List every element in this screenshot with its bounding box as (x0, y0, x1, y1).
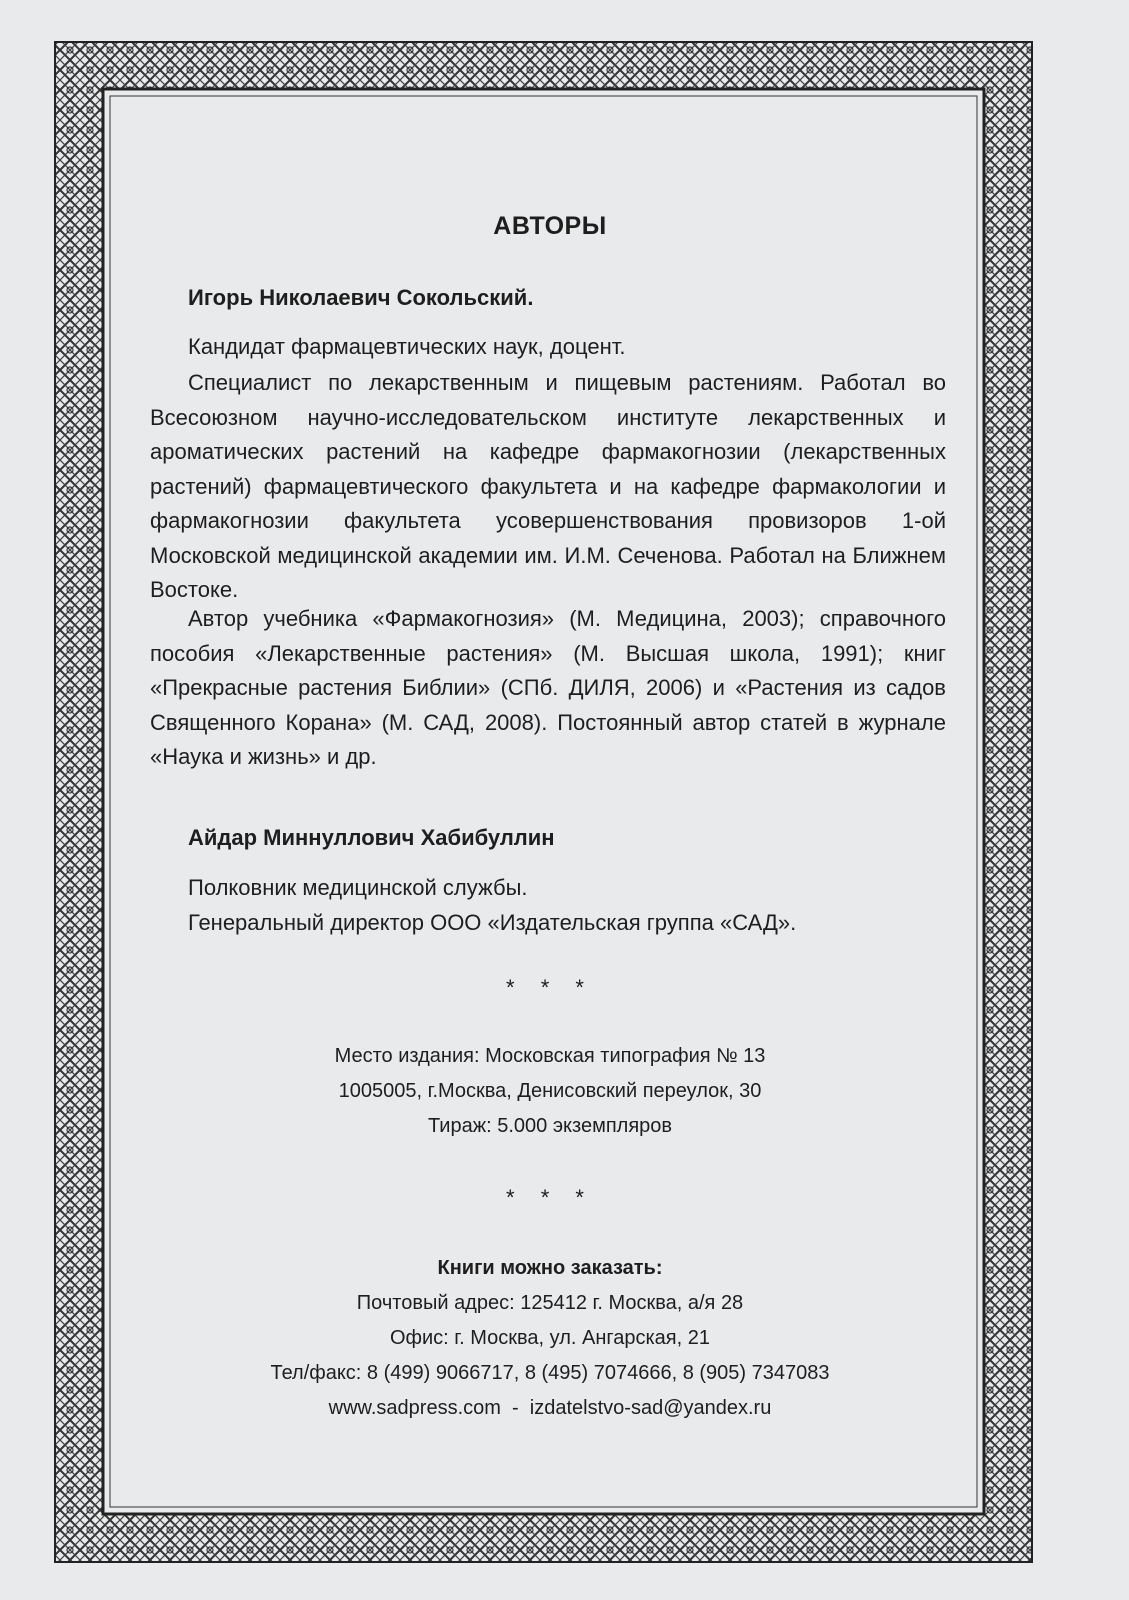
author-1-works: Автор учебника «Фармакогнозия» (М. Медицина, 2003); справочного пособия «Лекарственные растения» (М. Высшая школа, 1991); книг «Прекрасные растения Библии» (СПб. ДИЛЯ, 2006) и «Растения из садов Священного Корана» (М. САД, 2008). Постоянный автор статей в журнале «Наука и жизнь» и др. (150, 606, 946, 769)
orders-phones: Тел/факс: 8 (499) 9066717, 8 (495) 7074666, 8 (905) 7347083 (270, 1362, 830, 1384)
separator-2: * * * (506, 1185, 594, 1210)
author-2-name: Айдар Миннуллович Хабибуллин (188, 825, 555, 850)
author-1-bio: Специалист по лекарственным и пищевым растениям. Работал во Всесоюзном научно-исследовательском институте лекарственных и ароматических растений на кафедре фармакогнозии (лекарственных растений) фармацевтического факультета и на кафедре фармакологии и фармакогнозии факультета усовершенствования провизоров 1-ой Московской медицинской академии им. И.М. Сеченова. Работал на Ближнем Востоке. (150, 370, 946, 602)
author-1-name: Игорь Николаевич Сокольский. (188, 285, 534, 310)
publication-address: 1005005, г.Москва, Денисовский переулок, 30 (338, 1080, 762, 1102)
publication-place: Место издания: Московская типография № 13 (334, 1045, 766, 1067)
orders-postal: Почтовый адрес: 125412 г. Москва, а/я 28 (356, 1292, 744, 1314)
publication-circulation: Тираж: 5.000 экземпляров (427, 1115, 673, 1137)
orders-web: www.sadpress.com - izdatelstvo-sad@yandex.ru (328, 1397, 772, 1419)
page-title: АВТОРЫ (493, 212, 607, 240)
orders-heading: Книги можно заказать: (437, 1257, 663, 1279)
author-2-position: Генеральный директор ООО «Издательская группа «САД». (188, 910, 797, 935)
author-2-rank: Полковник медицинской службы. (188, 875, 528, 900)
author-1-degree: Кандидат фармацевтических наук, доцент. (188, 334, 626, 359)
orders-office: Офис: г. Москва, ул. Ангарская, 21 (390, 1327, 710, 1349)
separator-1: * * * (506, 975, 594, 1000)
